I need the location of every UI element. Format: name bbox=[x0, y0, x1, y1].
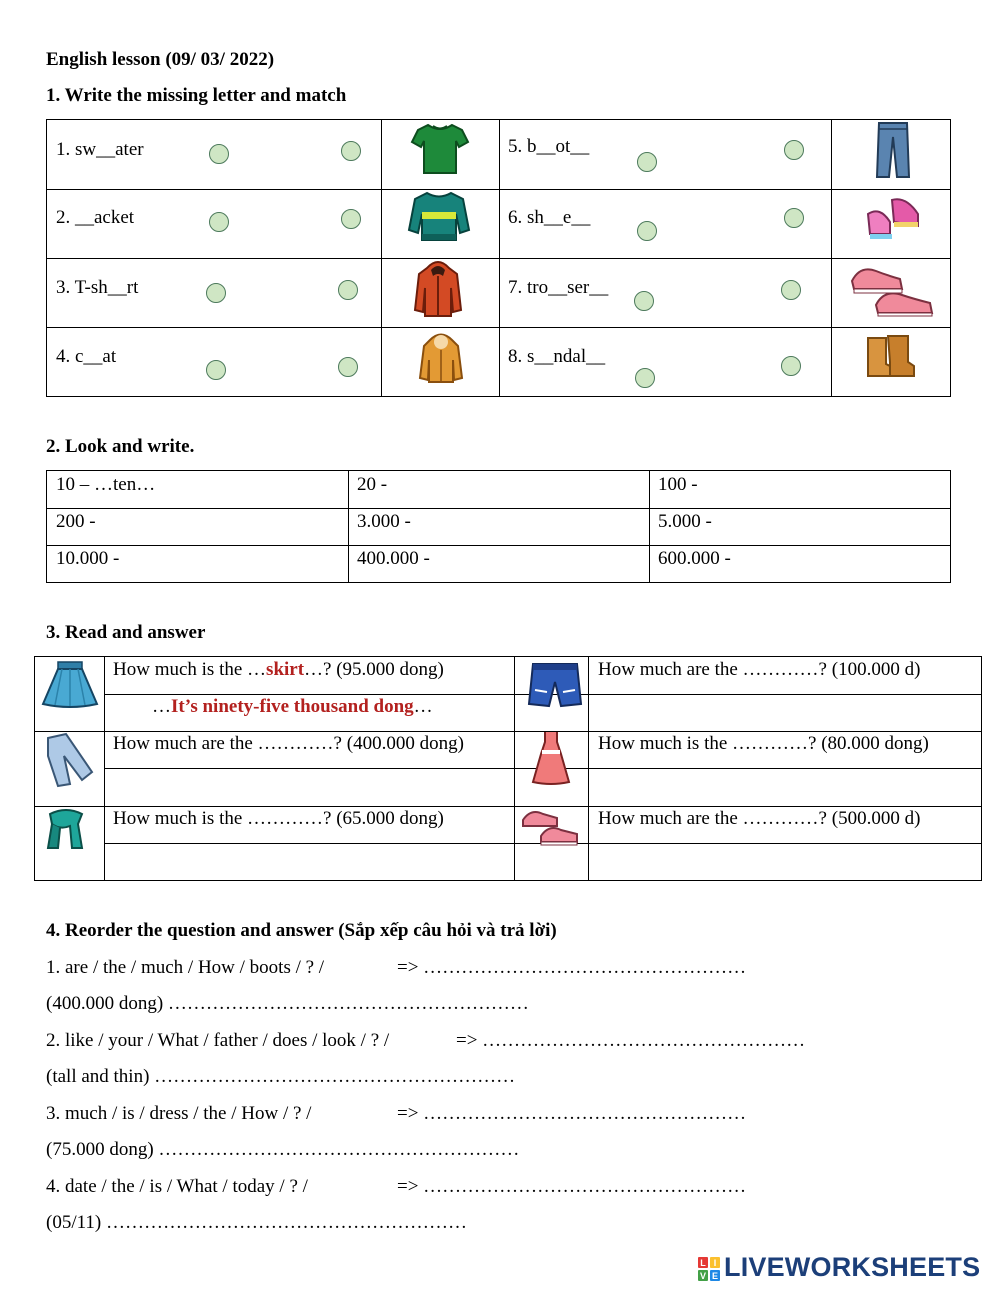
section1-heading: 1. Write the missing letter and match bbox=[46, 85, 347, 106]
number-cell: 10.000 - bbox=[56, 548, 120, 569]
skirt-icon bbox=[41, 660, 99, 708]
reorder-answer-line[interactable]: (75.000 dong) ………………………………………………… bbox=[46, 1139, 520, 1160]
reorder-answer-line[interactable]: (05/11) ………………………………………………… bbox=[46, 1212, 467, 1233]
boots-icon bbox=[864, 334, 916, 380]
price-question: How much is the …………? (80.000 dong) bbox=[598, 733, 929, 754]
number-cell: 20 - bbox=[357, 474, 388, 495]
answer-text: It’s ninety-five thousand dong bbox=[171, 696, 414, 717]
shoes-icon bbox=[850, 259, 934, 317]
scarf-icon bbox=[42, 808, 90, 852]
reorder-question: 2. like / your / What / father / does / look / ? / bbox=[46, 1030, 390, 1051]
match-dot[interactable] bbox=[635, 368, 655, 388]
reorder-answer-line[interactable]: (400.000 dong) ………………………………………………… bbox=[46, 993, 529, 1014]
answer-input[interactable] bbox=[105, 843, 513, 879]
number-cell: 5.000 - bbox=[658, 511, 712, 532]
number-cell: 400.000 - bbox=[357, 548, 430, 569]
match-dot[interactable] bbox=[209, 144, 229, 164]
sandals-icon bbox=[864, 192, 922, 244]
logo-blocks-icon bbox=[698, 1257, 720, 1281]
word-item: 2. __acket bbox=[56, 207, 135, 228]
word-item: 7. tro__ser__ bbox=[508, 277, 609, 298]
page-title: English lesson (09/ 03/ 2022) bbox=[46, 49, 275, 70]
word-item: 1. sw__ater bbox=[56, 139, 144, 160]
match-dot[interactable] bbox=[338, 280, 358, 300]
shorts-icon bbox=[527, 660, 583, 710]
match-dot[interactable] bbox=[338, 357, 358, 377]
coat-icon bbox=[418, 330, 464, 384]
match-dot[interactable] bbox=[637, 152, 657, 172]
t-shirt-icon bbox=[410, 122, 470, 176]
answer-input[interactable] bbox=[105, 769, 513, 805]
match-dot[interactable] bbox=[784, 208, 804, 228]
sweater-icon bbox=[407, 190, 471, 244]
svg-text:I: I bbox=[713, 1258, 717, 1268]
numbers-table bbox=[46, 470, 951, 583]
sneakers-icon bbox=[521, 806, 581, 846]
section2-heading: 2. Look and write. bbox=[46, 436, 195, 457]
reorder-question: 3. much / is / dress / the / How / ? / bbox=[46, 1103, 312, 1124]
word-item: 5. b__ot__ bbox=[508, 136, 590, 157]
svg-text:E: E bbox=[711, 1271, 719, 1281]
match-dot[interactable] bbox=[781, 280, 801, 300]
reorder-answer-line[interactable]: => …………………………………………… bbox=[397, 957, 747, 978]
match-dot[interactable] bbox=[206, 283, 226, 303]
price-question: How much are the …………? (500.000 d) bbox=[598, 808, 921, 829]
price-question: How much are the …………? (400.000 dong) bbox=[113, 733, 464, 754]
answer-input[interactable] bbox=[589, 694, 981, 730]
section3-heading: 3. Read and answer bbox=[46, 622, 206, 643]
logo-text: LIVEWORKSHEETS bbox=[724, 1252, 981, 1282]
word-item: 6. sh__e__ bbox=[508, 207, 591, 228]
answer-input[interactable] bbox=[589, 843, 981, 879]
match-table bbox=[46, 119, 951, 397]
match-dot[interactable] bbox=[209, 212, 229, 232]
match-dot[interactable] bbox=[341, 141, 361, 161]
svg-text:V: V bbox=[699, 1271, 707, 1281]
number-cell: 200 - bbox=[56, 511, 96, 532]
reorder-answer-line[interactable]: (tall and thin) ………………………………………………… bbox=[46, 1066, 516, 1087]
jacket-icon bbox=[413, 258, 463, 318]
number-cell: 600.000 - bbox=[658, 548, 731, 569]
price-question: How much are the …………? (100.000 d) bbox=[598, 659, 921, 680]
word-item: 3. T-sh__rt bbox=[56, 277, 139, 298]
dress-icon bbox=[531, 730, 571, 786]
jeans-icon bbox=[44, 732, 96, 788]
reorder-question: 1. are / the / much / How / boots / ? / bbox=[46, 957, 325, 978]
match-dot[interactable] bbox=[781, 356, 801, 376]
match-dot[interactable] bbox=[634, 291, 654, 311]
match-dot[interactable] bbox=[637, 221, 657, 241]
svg-text:L: L bbox=[700, 1258, 706, 1268]
price-answer[interactable]: …It’s ninety-five thousand dong… bbox=[152, 696, 433, 717]
price-question: How much is the …skirt…? (95.000 dong) bbox=[113, 659, 444, 680]
reorder-answer-line[interactable]: => …………………………………………… bbox=[397, 1103, 747, 1124]
price-question: How much is the …………? (65.000 dong) bbox=[113, 808, 444, 829]
match-dot[interactable] bbox=[341, 209, 361, 229]
reorder-question: 4. date / the / is / What / today / ? / bbox=[46, 1176, 308, 1197]
match-dot[interactable] bbox=[784, 140, 804, 160]
number-cell: 100 - bbox=[658, 474, 698, 495]
liveworksheets-logo bbox=[698, 1252, 994, 1283]
answer-input[interactable] bbox=[589, 769, 981, 805]
match-dot[interactable] bbox=[206, 360, 226, 380]
number-cell: 3.000 - bbox=[357, 511, 411, 532]
section4-heading: 4. Reorder the question and answer (Sắp xếp câu hỏi và trả lời) bbox=[46, 920, 557, 941]
reorder-answer-line[interactable]: => …………………………………………… bbox=[456, 1030, 806, 1051]
number-cell: 10 – …ten… bbox=[56, 474, 156, 495]
word-item: 4. c__at bbox=[56, 346, 117, 367]
question-answer: skirt bbox=[266, 659, 305, 680]
trousers-icon bbox=[873, 121, 913, 179]
word-item: 8. s__ndal__ bbox=[508, 346, 606, 367]
reorder-answer-line[interactable]: => …………………………………………… bbox=[397, 1176, 747, 1197]
